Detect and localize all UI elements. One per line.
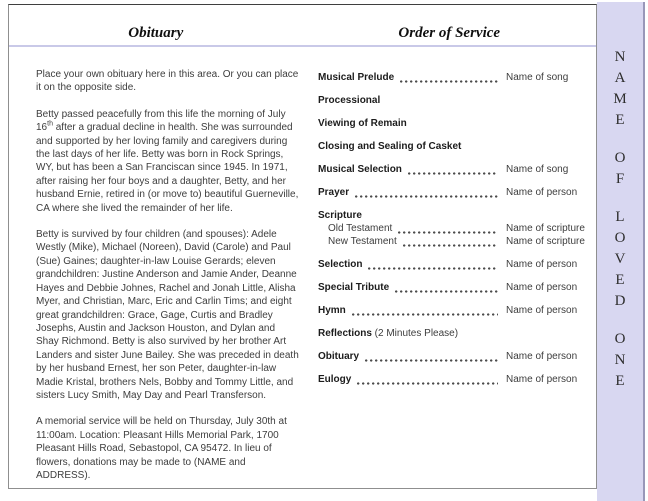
order-item-row xyxy=(318,304,582,317)
order-item-label: Processional xyxy=(318,95,381,106)
sidebar-word xyxy=(615,148,626,190)
order-item-row xyxy=(318,186,582,199)
page-header xyxy=(9,5,596,47)
order-item-value: Name of scripture xyxy=(506,236,585,247)
dot-leader xyxy=(395,284,498,294)
order-item-row xyxy=(318,222,585,235)
order-item-label: Musical Prelude xyxy=(318,72,395,83)
obituary-paragraph xyxy=(36,68,300,95)
order-item xyxy=(318,304,582,317)
sidebar-letter: F xyxy=(615,171,625,187)
obituary-paragraph xyxy=(36,415,300,482)
sidebar-letter: N xyxy=(614,49,626,65)
order-item-label: Obituary xyxy=(318,351,360,362)
order-item-value: Name of person xyxy=(506,187,578,198)
obituary-paragraph xyxy=(36,108,300,215)
order-item xyxy=(318,209,585,248)
order-item xyxy=(318,258,582,271)
paragraph-text: Betty passed peacefully from this life the morning of July 16 xyxy=(36,108,286,134)
order-item-label: Prayer xyxy=(318,187,350,198)
obituary-section xyxy=(9,68,318,495)
sidebar-letter: E xyxy=(615,272,625,288)
sidebar-letter: O xyxy=(614,230,626,246)
order-item-label: Selection xyxy=(318,259,363,270)
sidebar-letter: O xyxy=(614,150,626,166)
order-item-label: Scripture xyxy=(318,210,362,221)
dot-leader xyxy=(403,238,498,248)
order-item-label: Old Testament xyxy=(328,223,393,234)
dot-leader xyxy=(398,225,498,235)
order-item xyxy=(318,71,582,84)
order-item-label: Viewing of Remain xyxy=(318,118,407,129)
order-item xyxy=(318,281,582,294)
order-item xyxy=(318,186,582,199)
order-item-row xyxy=(318,117,582,130)
dot-leader xyxy=(408,166,498,176)
dot-leader xyxy=(368,261,498,271)
obituary-heading: Obituary xyxy=(128,25,184,41)
order-item-row xyxy=(318,281,582,294)
order-item xyxy=(318,373,582,386)
sidebar-letter: M xyxy=(613,91,627,107)
name-of-loved-one-sidebar xyxy=(597,2,645,501)
order-of-service-heading: Order of Service xyxy=(398,25,501,41)
order-item xyxy=(318,117,582,130)
program-inner-sheet xyxy=(8,4,597,489)
sidebar-letter: D xyxy=(614,293,626,309)
order-item-row xyxy=(318,350,582,363)
dot-leader xyxy=(365,353,498,363)
dot-leader xyxy=(355,189,498,199)
order-item-value: Name of person xyxy=(506,282,578,293)
sidebar-word xyxy=(615,329,626,392)
dot-leader xyxy=(352,307,498,317)
sidebar-word xyxy=(613,47,626,131)
order-item-label: Reflections xyxy=(318,328,372,339)
order-item-value: Name of song xyxy=(506,72,569,83)
paragraph-text: Place your own obituary here in this area. Or you can place it on the opposite side. xyxy=(36,69,299,94)
order-item-row xyxy=(318,71,582,84)
sidebar-letter: V xyxy=(614,251,626,267)
order-item-label: Eulogy xyxy=(318,374,352,385)
order-item-row xyxy=(318,163,582,176)
order-item-row xyxy=(318,235,585,248)
paragraph-text: A memorial service will be held on Thursday, July 30th at 11:00am. Location: Pleasant Hills Memorial Park, 1700 Pleasant Hills Road, Sebastopol, CA 95472. In lieu of flowers, donations may be made to (NAME and ADDRESS). xyxy=(36,416,287,481)
sidebar-letter: O xyxy=(614,331,626,347)
order-item xyxy=(318,94,582,107)
dot-leader xyxy=(357,376,498,386)
order-item-value: Name of person xyxy=(506,259,578,270)
order-item-label: Special Tribute xyxy=(318,282,390,293)
superscript-text: th xyxy=(47,120,53,128)
dot-leader xyxy=(400,74,498,84)
order-item-label: Closing and Sealing of Casket xyxy=(318,141,462,152)
order-item-row xyxy=(318,373,582,386)
order-item-label: Hymn xyxy=(318,305,346,316)
order-item-row xyxy=(318,258,582,271)
order-item-label: New Testament xyxy=(328,236,397,247)
order-item xyxy=(318,163,582,176)
order-item-value: Name of person xyxy=(506,305,578,316)
content-columns xyxy=(9,47,596,495)
paragraph-text: after a gradual decline in health. She was surrounded and supported by her loving family and caregivers during the last days of her life. Betty was born in Rock Springs, WY, but has been a San Franciscan since 1945. In 1971, after raising her four boys and a daughter, Betty, and her husband Ernie, retired in (or move to) beautiful Guerneville, CA where she lived the remainder of her life. xyxy=(36,122,299,214)
sidebar-letter: E xyxy=(615,112,625,128)
order-item-value: Name of person xyxy=(506,351,578,362)
order-item-value: Name of song xyxy=(506,164,569,175)
order-item-suffix: (2 Minutes Please) xyxy=(371,328,459,339)
order-item-row xyxy=(318,94,582,107)
order-item xyxy=(318,350,582,363)
sidebar-letter: N xyxy=(614,352,626,368)
order-item-value: Name of scripture xyxy=(506,223,585,234)
order-item-row xyxy=(318,209,582,222)
obituary-paragraph xyxy=(36,228,300,402)
order-item-row xyxy=(318,327,582,340)
sidebar-letter: E xyxy=(615,373,625,389)
order-item-row xyxy=(318,140,582,153)
paragraph-text: Betty is survived by four children (and spouses): Adele Westly (Mike), Michael (Noreen), David (Carole) and Paul (Sue) Gaines; daughter-in-law Louise Gerards; eleven grandchildren: Justine Anderson and Jamie Ander, Deanne Hayes and Debbie Johnes, Rachel and Jonah Little, Alisha Myer, and Christian, Marc, Eric and Carlin Tims; and eight great grandchildren: Grace, Gage, Curtis and Bradley Josephs, Austin and Jackson Houston, and Dylan and Shay Richmond. Betty is also survived by her brother Art Landers and sister June Bailey. She was preceded in death by her husband Ernest, her son Peter, daughter-in-law Madie Kristal, brothers Nels, Bobby and Tommy Little, and sisters Lucy Smith, May Day and Pearl Transferson. xyxy=(36,229,299,401)
order-of-service-section xyxy=(318,68,596,495)
sidebar-letter: L xyxy=(615,209,625,225)
order-item-value: Name of person xyxy=(506,374,578,385)
sidebar-letter: A xyxy=(614,70,626,86)
order-item-label: Musical Selection xyxy=(318,164,402,175)
order-item xyxy=(318,140,582,153)
sidebar-word xyxy=(615,207,626,312)
order-item xyxy=(318,327,582,340)
